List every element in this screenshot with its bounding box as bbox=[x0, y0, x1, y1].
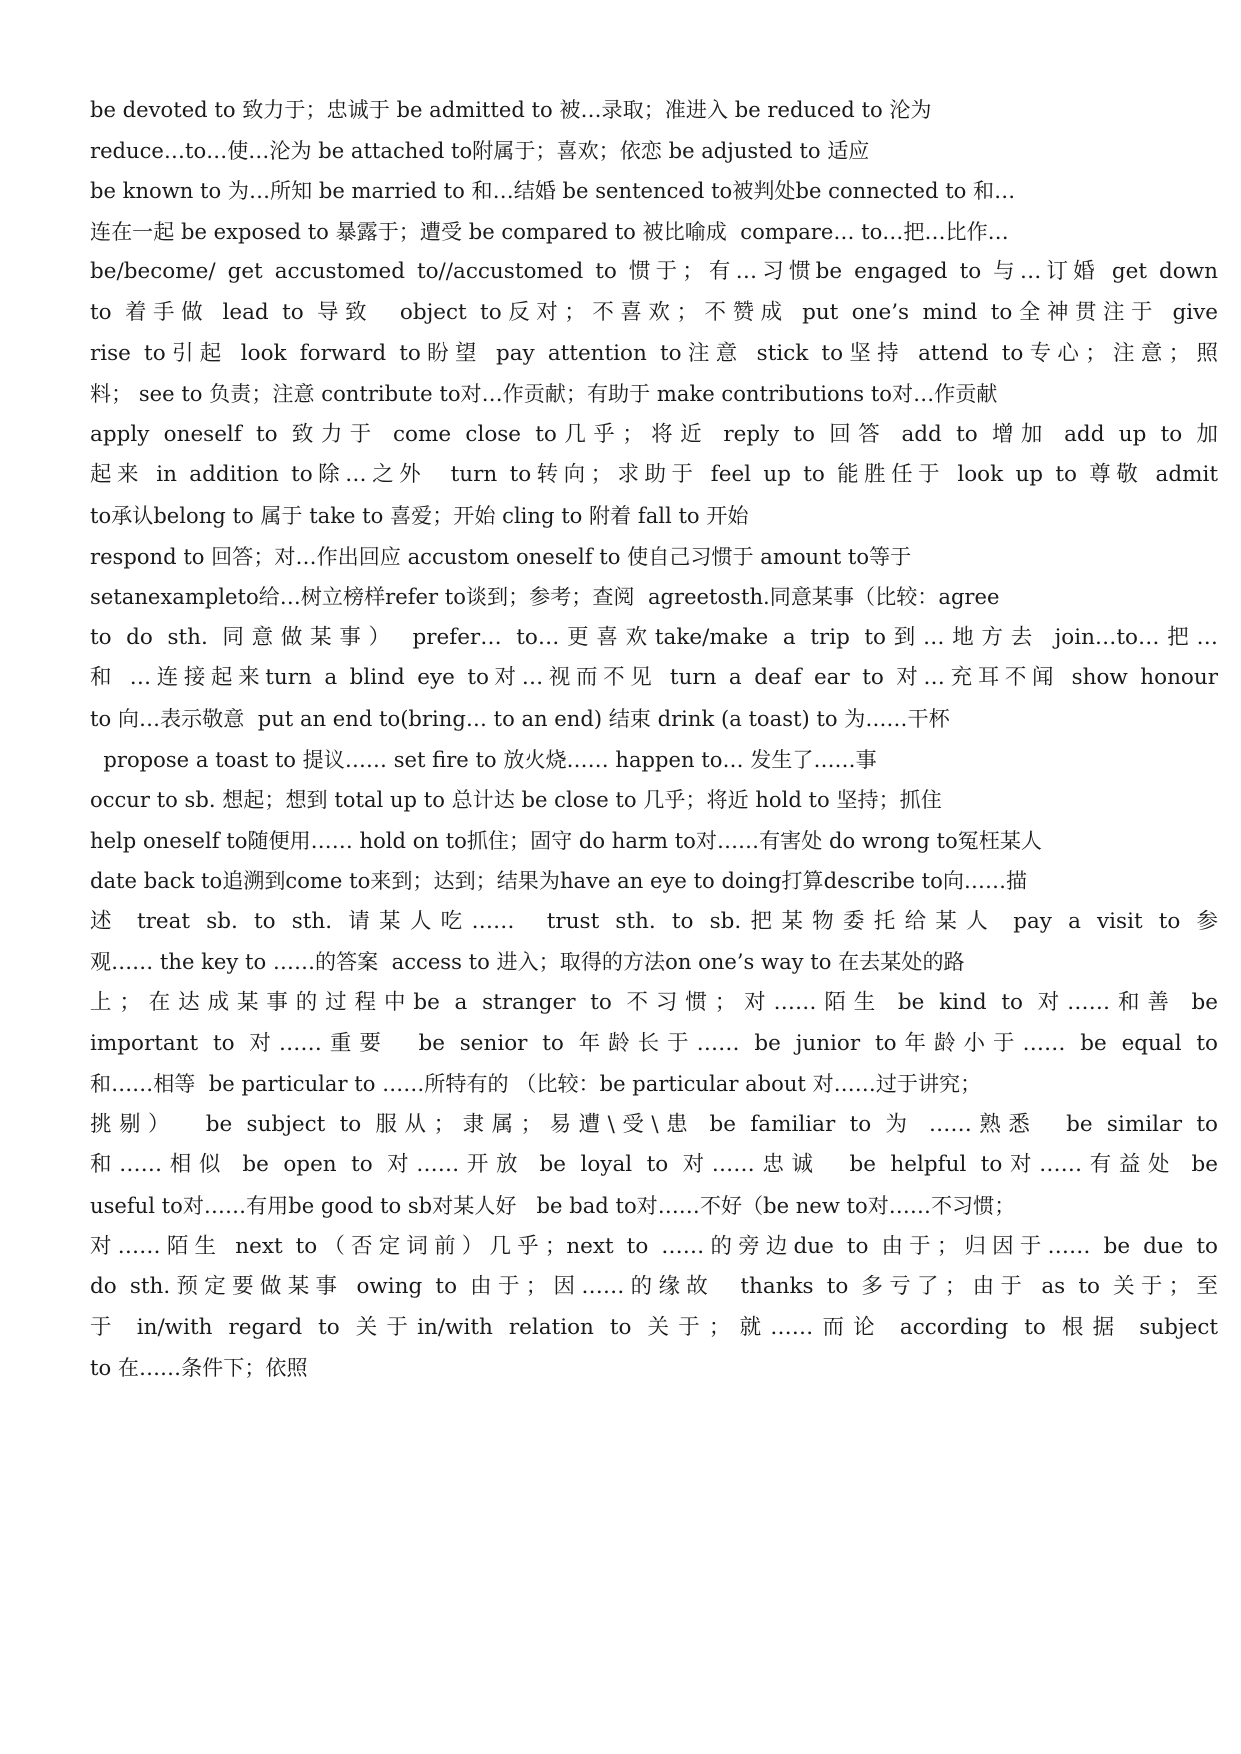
text-line: 上；在达成某事的过程中be a stranger to 不习惯；对……陌生 be kind to 对……和善 be bbox=[90, 990, 1218, 1016]
text-line: help oneself to随便用…… hold on to抓住；固守 do harm to对……有害处 do wrong to冤枉某人 bbox=[90, 827, 1042, 853]
text-line: reduce…to…使…沦为 be attached to附属于；喜欢；依恋 be adjusted to 适应 bbox=[90, 137, 870, 163]
text-line: 和……相似 be open to 对……开放 be loyal to 对……忠诚 be helpful to对……有益处 be bbox=[90, 1152, 1218, 1178]
text-line: date back to追溯到come to来到；达到；结果为have an eye to doing打算describe to向……描 bbox=[90, 868, 1028, 894]
text-line: be known to 为…所知 be married to 和…结婚 be sentenced to被判处be connected to 和… bbox=[90, 178, 1016, 204]
text-line: occur to sb. 想起；想到 total up to 总计达 be close to 几乎；将近 hold to 坚持；抓住 bbox=[90, 787, 942, 813]
text-line: useful to对……有用be good to sb对某人好 be bad to对……不好（be new to对……不习惯； bbox=[90, 1193, 1016, 1219]
text-line: 和……相等 be particular to ……所特有的 （比较：be particular about 对……过于讲究； bbox=[90, 1071, 982, 1097]
phrase-list-body bbox=[90, 90, 1240, 1389]
text-line: 于 in/with regard to 关于in/with relation to 关于；就……而论 according to 根据 subject bbox=[90, 1314, 1218, 1340]
text-line: do sth.预定要做某事 owing to 由于；因……的缘故 thanks to 多亏了；由于 as to 关于；至 bbox=[90, 1274, 1218, 1300]
text-line: 和 …连接起来turn a blind eye to对…视而不见 turn a deaf ear to 对…充耳不闻 show honour bbox=[90, 665, 1218, 691]
text-line: to 着手做 lead to 导致 object to反对；不喜欢；不赞成 put one’s mind to全神贯注于 give bbox=[90, 299, 1218, 325]
text-line: rise to引起 look forward to盼望 pay attention to注意 stick to坚持 attend to专心；注意；照 bbox=[90, 340, 1218, 366]
text-line: propose a toast to 提议…… set fire to 放火烧…… happen to… 发生了……事 bbox=[90, 746, 877, 772]
text-line: to 在……条件下；依照 bbox=[90, 1355, 308, 1381]
text-line: 对……陌生 next to（否定词前）几乎；next to ……的旁边due to 由于；归因于…… be due to bbox=[90, 1233, 1218, 1259]
text-line: apply oneself to 致力于 come close to几乎；将近 reply to 回答 add to 增加 add up to 加 bbox=[90, 421, 1218, 447]
text-line: important to 对……重要 be senior to 年龄长于…… be junior to年龄小于…… be equal to bbox=[90, 1030, 1218, 1056]
text-line: 起来 in addition to除…之外 turn to转向；求助于 feel up to 能胜任于 look up to 尊敬 admit bbox=[90, 462, 1218, 488]
text-line: 挑剔） be subject to 服从；隶属；易遭\受\患 be familiar to 为 ……熟悉 be similar to bbox=[90, 1111, 1218, 1137]
text-line: to承认belong to 属于 take to 喜爱；开始 cling to 附着 fall to 开始 bbox=[90, 502, 749, 528]
text-line: to do sth. 同意做某事） prefer… to…更喜欢take/make a trip to到…地方去 join…to…把… bbox=[90, 624, 1218, 650]
text-line: to 向…表示敬意 put an end to(bring… to an end) 结束 drink (a toast) to 为……干杯 bbox=[90, 705, 950, 731]
text-line: 料； see to 负责；注意 contribute to对…作贡献；有助于 make contributions to对…作贡献 bbox=[90, 381, 998, 407]
text-line: be devoted to 致力于；忠诚于 be admitted to 被…录取；准进入 be reduced to 沦为 bbox=[90, 97, 932, 122]
text-line: 观…… the key to ……的答案 access to 进入；取得的方法on one’s way to 在去某处的路 bbox=[90, 949, 965, 975]
text-line: setanexampleto给…树立榜样refer to谈到；参考；查阅 agreetosth.同意某事（比较：agree bbox=[90, 584, 1000, 610]
text-line: be/become/ get accustomed to//accustomed to 惯于；有…习惯be engaged to 与…订婚 get down bbox=[90, 259, 1218, 285]
text-line: 连在一起 be exposed to 暴露于；遭受 be compared to 被比喻成 compare… to…把…比作… bbox=[90, 218, 1009, 244]
text-line: 述 treat sb. to sth. 请某人吃…… trust sth. to sb.把某物委托给某人 pay a visit to 参 bbox=[90, 908, 1218, 934]
text-line: respond to 回答；对…作出回应 accustom oneself to 使自己习惯于 amount to等于 bbox=[90, 543, 912, 569]
